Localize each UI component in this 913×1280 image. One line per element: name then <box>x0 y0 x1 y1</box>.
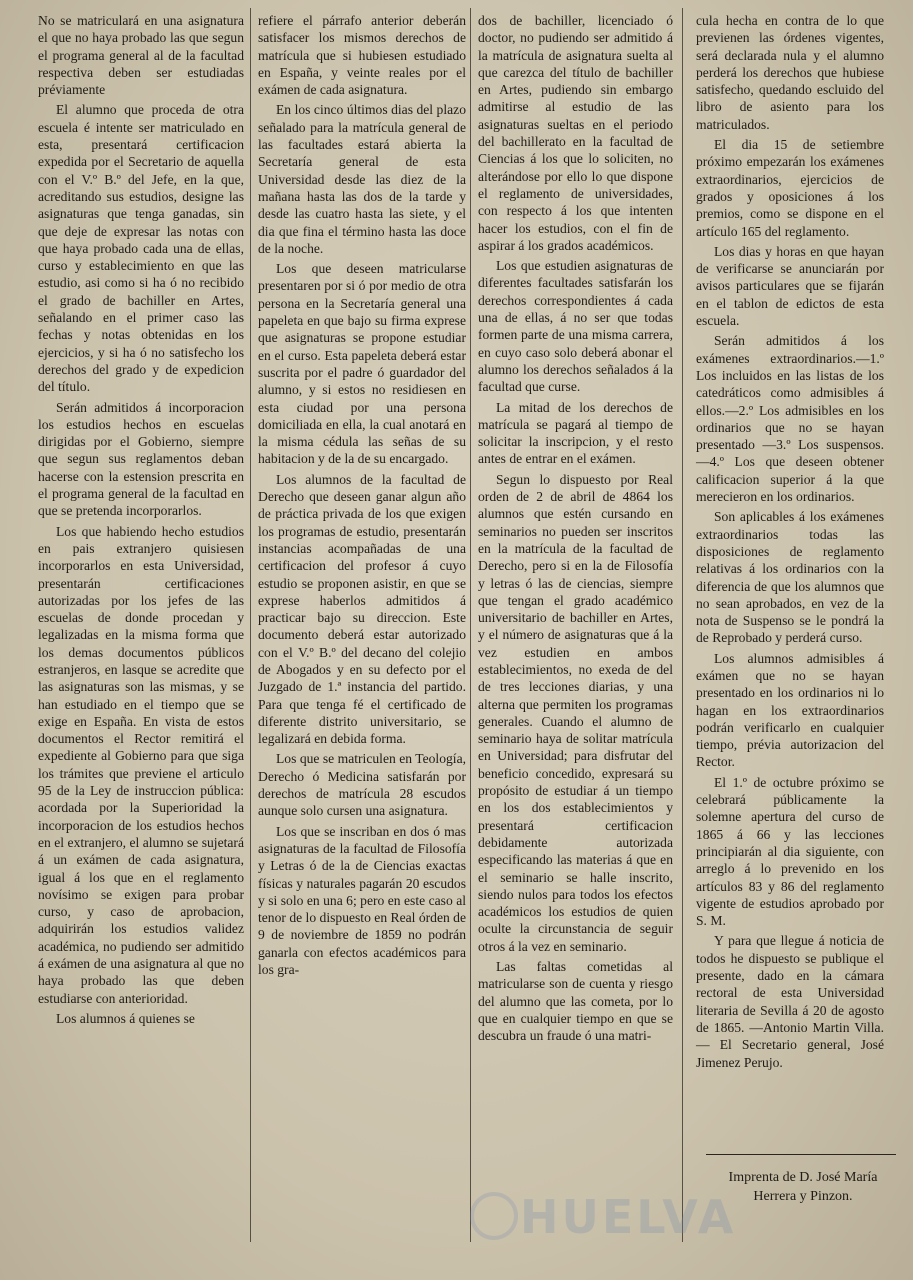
imprint-line-2: Herrera y Pinzon. <box>753 1189 853 1204</box>
paragraph: Los alumnos á quienes se <box>56 1010 195 1026</box>
paragraph: Segun lo dispuesto por Real orden de 2 de abril de 4864 los alumnos que estén cursando en seminarios no pueden ser inscritos en la matrícula de la facultad de Derecho, pero si en la de Filosofía y letras ó las de ciencias, siempre que tengan el grado académico universitario de bachiller en Artes, y el número de asignaturas que á la vez estudien en ambos establecimientos, no exeda de del de tres lecciones diarias, y una alterna que permiten los programas generales. Cuando el alumno de seminario haya de solitar matrícula en Universidad; para disfrutar del beneficio concedido, expresará su propósito de estudiar á un tiempo en los dos establecimientos y presentará certificacion debidamente autorizada especificando las materias á que en el seminario se halle inscrito, siendo nulos para todos los efectos académicos los estudios de quien oculte la circunstancia de seguir otros á la vez en seminario. <box>478 471 673 954</box>
imprint-line-1: Imprenta de D. José María <box>728 1170 878 1185</box>
paragraph: Serán admitidos á incorporacion los estudios hechos en escuelas dirigidas por el Gobierno, siempre que segun sus reglamentos deban hacerse con la estension prescrita en el programa general de la facultad en que se pretenda incorporarlos. <box>38 399 244 519</box>
paragraph: Los alumnos admisibles á exámen que no se hayan presentado en los ordinarios ni lo hagan en los extraordinarios podrán verificarlo en cualquier tiempo, prévia autorizacion del Rector. <box>696 650 884 770</box>
paragraph: Los alumnos de la facultad de Derecho que deseen ganar algun año de práctica privada de los que exigen los programas de estudio, presentarán instancias acompañadas de una certificacion del profesor á cuyo estudio se proponen asistir, en que se exprese haberlos admitidos á practicar bajo su direccion. Este documento deberá estar autorizado con el V.º B.º del decano del colejio de Abogados y en su defecto por el Juzgado de 1.ª instancia del partido. Para que tenga fé el certificado de diferente distrito universitario, se legalizará en debida forma. <box>258 471 466 747</box>
paragraph: Son aplicables á los exámenes extraordinarios todas las disposiciones de reglamento relativas á los ordinarios con la diferencia de que los alumnos que no sean aprobados, en vez de la nota de Suspenso se le pondrá la de Reprobado y perderá curso. <box>696 509 884 646</box>
paragraph: El dia 15 de setiembre próximo empezarán los exámenes extraordinarios, ejercicios de grados y oposiciones á los premios, como se dispone en el artículo 165 del reglamento. <box>696 137 884 239</box>
paragraph: Serán admitidos á los exámenes extraordinarios.—1.º Los incluidos en las listas de los catedráticos como admisibles á ellos.—2.º Los admisibles en los ordinarios que no se hayan presentado —3.º Los suspensos.—4.º Los que deseen obtener calificacion superior á la que merecieron en los ordinarios. <box>696 333 884 505</box>
text-column-2 <box>258 12 466 1240</box>
paragraph: Y para que llegue á noticia de todos he dispuesto se publique el presente, dado en la cámara rectoral de esta Universidad literaria de Sevilla á 20 de agosto de 1865. —Antonio Martin Villa.— El Secretario general, José Jimenez Perujo. <box>696 933 884 1070</box>
paragraph: En los cinco últimos dias del plazo señalado para la matrícula general de las facultades estará abierta la Secretaría general de esta Universidad desde las diez de la mañana hasta las dos de la tarde y desde las cuatro hasta las siete, y el dia que fina el término hasta las doce de la noche. <box>258 102 466 256</box>
watermark: HUELVA <box>520 1190 737 1244</box>
paragraph: dos de bachiller, licenciado ó doctor, no pudiendo ser admitido á la matrícula de asignatura suelta al que carezca del título de bachiller en Artes, pudiendo sin embargo admitirse al estudio de las asignaturas sueltas en el periodo del bachillerato en la facultad de Ciencias á los que lo soliciten, no alterándose por ello lo que dispone el reglamento de universidades, con respecto á los que intenten hacer los estudios, con el fin de aspirar á los grados académicos. <box>478 13 673 253</box>
column-rule <box>250 8 251 1242</box>
paragraph: La mitad de los derechos de matrícula se pagará al tiempo de solicitar la inscripcion, y el resto antes de entrar en el exámen. <box>478 399 673 467</box>
watermark-logo-icon <box>470 1192 518 1240</box>
paragraph: El 1.º de octubre próximo se celebrará públicamente la solemne apertura del curso de 1865 á 66 y las lecciones principiarán al dia siguiente, con arreglo á lo prevenido en los artículos 83 y 86 del reglamento vigente de estudios aprobado por S. M. <box>696 774 884 929</box>
paragraph: El alumno que proceda de otra escuela é intente ser matriculado en esta, presentará certificacion expedida por el Secretario de aquella con el V.º B.º del Jefe, en la que, acreditando sus estudios, designe las asignaturas que tenga ganadas, sin que deje de expresar las notas con que haya probado cada una de ellas, curso y establecimiento en que las estudio, asi como si ha ó no recibido el grado de bachiller en Artes, señalando en el primer caso las fechas y notas obtenidas en los ejercicios, y si ha ó no satisfecho los derechos del grado y de expedicion del título. <box>38 102 244 395</box>
text-column-1 <box>38 12 244 1240</box>
paragraph: No se matriculará en una asignatura el que no haya probado las que segun el programa general al de la facultad respectiva deben ser estudiadas préviamente <box>38 13 244 98</box>
paragraph: Los que se matriculen en Teología, Derecho ó Medicina satisfarán por derechos de matrícula 28 escudos aunque solo cursen una asignatura. <box>258 751 466 819</box>
paragraph: refiere el párrafo anterior deberán satisfacer los mismos derechos de matrícula que si hubiesen estudiado en España, y veinte reales por el exámen de cada asignatura. <box>258 13 466 98</box>
text-column-3 <box>478 12 673 1240</box>
imprint-divider <box>706 1154 896 1155</box>
paragraph: Las faltas cometidas al matricularse son de cuenta y riesgo del alumno que las cometa, por lo que en cualquier tiempo en que se descubra un fraude ó una matri- <box>478 959 673 1044</box>
column-rule <box>470 8 471 1242</box>
paragraph: Los que se inscriban en dos ó mas asignaturas de la facultad de Filosofía y Letras ó de la de Ciencias exactas físicas y naturales pagarán 20 escudos y si solo en una 6; pero en este caso al tenor de lo dispuesto en Real órden de 9 de noviembre de 1859 no podrán ganarla con efectos académicos para los gra- <box>258 823 467 978</box>
paragraph: Los dias y horas en que hayan de verificarse se anunciarán por avisos particulares que se fijarán en el tablon de edictos de esta escuela. <box>696 243 884 329</box>
paragraph: Los que deseen matricularse presentaren por si ó por medio de otra persona en la Secretaría general una papeleta en que bajo su firma exprese que asignaturas se propone estudiar en el curso. Esta papeleta deberá estar suscrita por el padre ó guardador del alumno, y si estos no residiesen en esta ciudad por una persona domiciliada en ella, la cual anotará en la misma cédula las señas de su habitacion y de la de su encargado. <box>258 261 466 467</box>
column-rule <box>682 8 683 1242</box>
paragraph: cula hecha en contra de lo que previenen las órdenes vigentes, será declarada nula y el alumno perderá los derechos que hubiese satisfecho, quedando escluido del libro de asiento para los matriculados. <box>696 13 884 132</box>
paragraph: Los que habiendo hecho estudios en pais extranjero quisiesen incorporarlos en esta Universidad, presentarán certificaciones autorizadas por los jefes de las escuelas de donde procedan y legalizadas en la misma forma que los demas documentos públicos estranjeros, en lasque se acredite que las asignaturas son las mismas, y se han estudiado en el tiempo que se exige en España. En vista de estos documentos el Rector remitirá el expediente al Gobierno para que siga los trámites que previene el articulo 95 de la Ley de instruccion pública: acordada por la Superioridad la incorporacion de los estudios hechos en el extranjero, el alumno se sujetará á un exámen de cada asignatura, igual á los que en el reglamento novísimo se exigen para probar curso, y caso de aprobacion, adquirirán los estudios validez académica, no pudiendo ser admitido á exámen de una asignatura al que no haya probado las que deben estudiarse con anterioridad. <box>38 523 244 1006</box>
text-column-4 <box>696 12 884 1240</box>
paragraph: Los que estudien asignaturas de diferentes facultades satisfarán los derechos correspondientes á cada una de ellas, á no ser que todas formen parte de una misma carrera, en cuyo caso solo deberá abonar el alumno los derechos señalados á la facultad que curse. <box>478 258 673 395</box>
